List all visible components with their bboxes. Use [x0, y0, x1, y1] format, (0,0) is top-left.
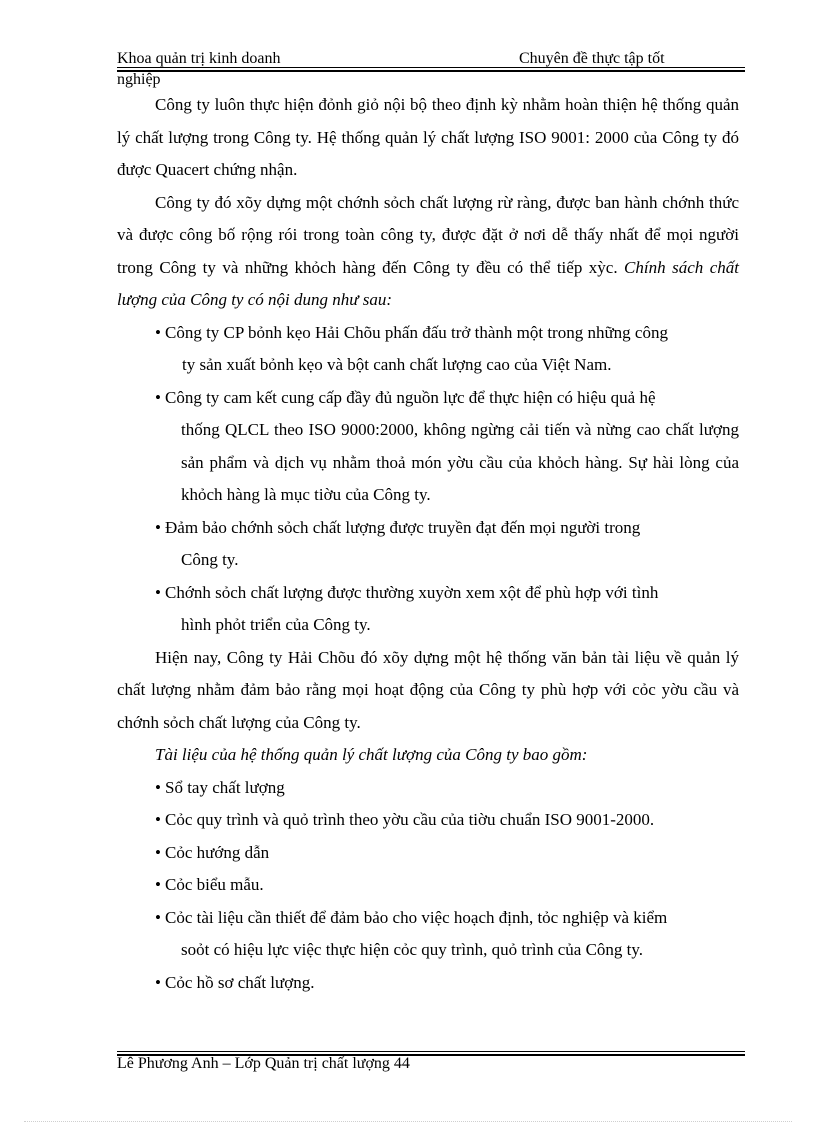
paragraph-document-system: Hiện nay, Công ty Hải Chõu đó xõy dựng một hệ thống văn bản tài liệu về quản lý chất lượng nhằm đảm bảo rằng mọi hoạt động của Công ty phù hợp với cỏc yờu cầu và chớnh sỏch chất lượng của Công ty. [117, 647, 739, 732]
header-department: Khoa quản trị kinh doanh [117, 50, 281, 67]
bullet-icon: • [155, 387, 161, 407]
document-body [117, 89, 739, 999]
list-item-line1: Cỏc tài liệu cần thiết để đảm bảo cho việc hoạch định, tỏc nghiệp và kiểm [165, 907, 668, 927]
list-item-line1: Sổ tay chất lượng [165, 777, 285, 797]
list-item-line2: ty sản xuất bỏnh kẹo và bột canh chất lượng cao của Việt Nam. [182, 355, 612, 374]
page-edge-divider [24, 1121, 792, 1122]
bullet-icon: • [155, 810, 161, 829]
header-rule-thin [117, 67, 745, 68]
paragraph-quality-policy [117, 187, 739, 317]
policy-list [117, 317, 739, 642]
paragraph-internal-audit: Công ty luôn thực hiện đỏnh giỏ nội bộ theo định kỳ nhằm hoàn thiện hệ thống quản lý chất lượng trong Công ty. Hệ thống quản lý chất lượng ISO 9001: 2000 của Công ty đó được Quacert chứng nhận. [117, 95, 739, 179]
bullet-icon: • [155, 842, 161, 862]
bullet-icon: • [155, 875, 161, 894]
list-item-line1: Công ty cam kết cung cấp đầy đủ nguồn lực để thực hiện có hiệu quả hệ [165, 387, 656, 407]
bullet-icon: • [155, 582, 161, 602]
list-item-line2: hình phỏt triển của Công ty. [181, 615, 371, 634]
list-item-line2: soỏt có hiệu lực việc thực hiện cỏc quy trình, quỏ trình của Công ty. [181, 940, 644, 959]
bullet-icon: • [155, 322, 161, 342]
list-item [117, 804, 739, 837]
list-item [117, 967, 739, 1000]
paragraph-documents-intro: Tài liệu của hệ thống quản lý chất lượng của Công ty bao gồm: [155, 745, 588, 764]
list-item [117, 772, 739, 805]
list-item [117, 317, 739, 382]
header-report-title: Chuyên đề thực tập tốt [519, 50, 665, 67]
list-item-line1: Công ty CP bỏnh kẹo Hải Chõu phấn đấu trở thành một trong những công [165, 322, 668, 342]
paragraph-quality-policy-intro: Chính sách chất lượng của Công ty có nội dung như sau: [117, 257, 739, 309]
footer-rule-thin [117, 1051, 745, 1052]
bullet-icon: • [155, 517, 161, 537]
list-item [117, 512, 739, 577]
bullet-icon: • [155, 777, 161, 797]
list-item-line1: Cỏc biểu mẫu. [165, 875, 264, 894]
bullet-icon: • [155, 907, 161, 927]
header-report-title-wrap: nghiệp [117, 71, 161, 88]
list-item-line1: Cỏc quy trình và quỏ trình theo yờu cầu của tiờu chuẩn ISO 9001-2000. [165, 810, 655, 829]
list-item [117, 382, 739, 512]
paragraph-quality-policy-text: Công ty đó xõy dựng một chớnh sỏch chất lượng rừ ràng, được ban hành chớnh thức và được công bố rộng rói trong toàn công ty, được đặt ở nơi dễ thấy nhất để mọi người trong Công ty và những khỏch hàng đến Công ty đều có thể tiếp xỳc. [117, 192, 739, 277]
list-item-line2: thống QLCL theo ISO 9000:2000, không ngừng cải tiến và nừng cao chất lượng sản phẩm và dịch vụ nhằm thoả món yờu cầu của khỏch hàng. Sự hài lòng của khỏch hàng là mục tiờu của Công ty. [181, 420, 739, 504]
list-item [117, 902, 739, 967]
list-item [117, 837, 739, 870]
bullet-icon: • [155, 972, 161, 992]
list-item-line1: Cỏc hướng dẫn [165, 842, 270, 862]
list-item-line1: Chớnh sỏch chất lượng được thường xuyờn xem xột để phù hợp với tình [165, 582, 659, 602]
list-item-line1: Cỏc hồ sơ chất lượng. [165, 972, 315, 992]
list-item [117, 577, 739, 642]
header-rule-thick [117, 70, 745, 72]
list-item-line2: Công ty. [181, 550, 239, 569]
documents-list [117, 772, 739, 1000]
footer-author: Lê Phương Anh – Lớp Quản trị chất lượng 44 [117, 1055, 410, 1072]
list-item-line1: Đảm bảo chớnh sỏch chất lượng được truyền đạt đến mọi người trong [165, 517, 641, 537]
list-item [117, 869, 739, 902]
